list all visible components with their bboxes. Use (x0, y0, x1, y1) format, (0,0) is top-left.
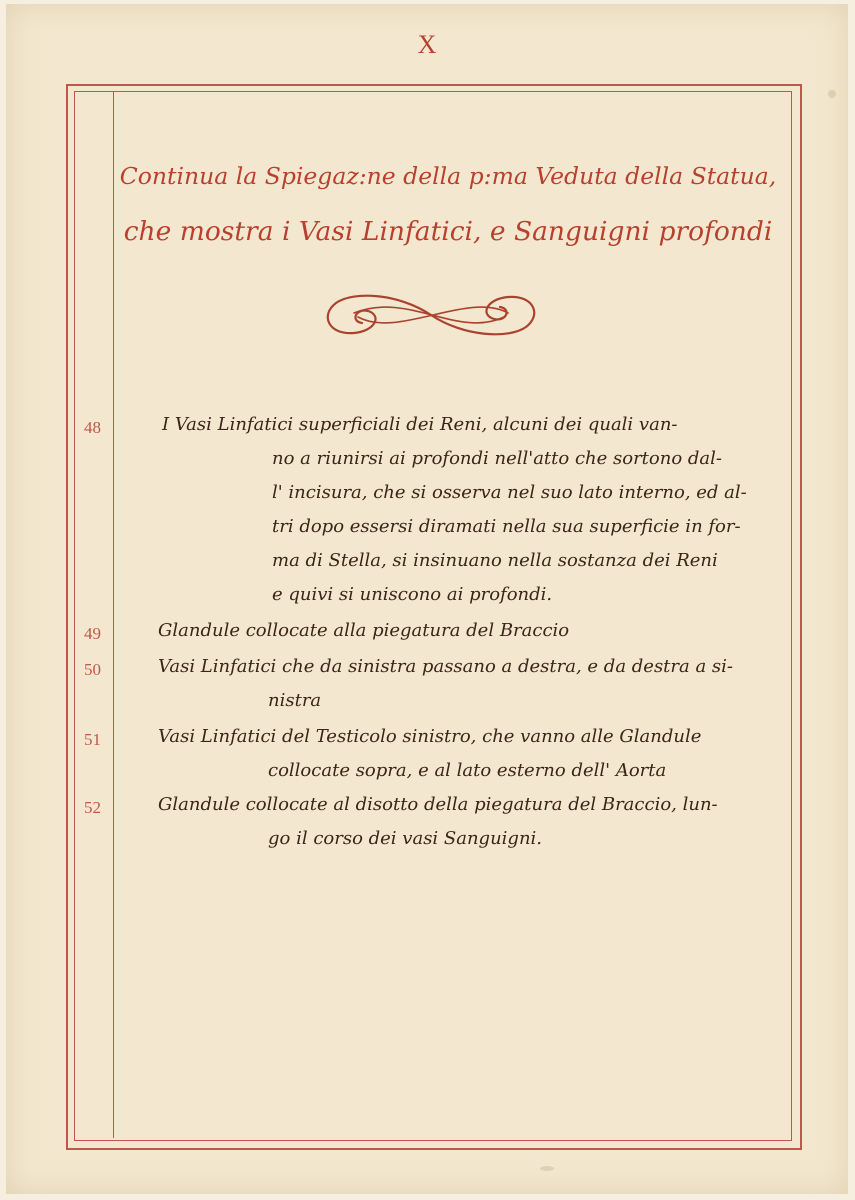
entry-48-line-3: l' incisura, che si osserva nel suo lato interno, ed al- (272, 482, 747, 503)
entry-number-51: 51 (84, 730, 101, 749)
margin-rule (113, 92, 114, 1138)
entry-52-line-2: go il corso dei vasi Sanguigni. (268, 828, 543, 849)
title-line-1: Continua la Spiegaz:ne della p:ma Veduta della Statua, (119, 162, 777, 190)
entry-52-line-1: Glandule collocate al disotto della piegatura del Braccio, lun- (158, 794, 718, 815)
entry-49-line-1: Glandule collocate alla piegatura del Braccio (158, 620, 570, 641)
entry-48-line-1: I Vasi Linfatici superficiali dei Reni, alcuni dei quali van- (162, 414, 678, 435)
paper-stain (540, 1166, 554, 1171)
page-frame-inner (74, 91, 792, 1141)
paper-stain (828, 90, 836, 98)
entry-50-line-1: Vasi Linfatici che da sinistra passano a destra, e da destra a si- (158, 656, 734, 677)
title-line-2: che mostra i Vasi Linfatici, e Sanguigni profondi (123, 216, 773, 247)
entry-48-line-5: ma di Stella, si insinuano nella sostanza dei Reni (272, 550, 718, 571)
entry-number-50: 50 (84, 660, 101, 679)
page-label: X (417, 30, 438, 59)
entry-51-line-1: Vasi Linfatici del Testicolo sinistro, che vanno alle Glandule (158, 726, 702, 747)
entry-number-49: 49 (84, 624, 101, 643)
ornament-flourish-icon (318, 287, 544, 343)
entry-50-line-2: nistra (268, 690, 322, 711)
entry-number-48: 48 (84, 418, 101, 437)
entry-48-line-2: no a riunirsi ai profondi nell'atto che sortono dal- (272, 448, 722, 469)
entry-number-52: 52 (84, 798, 101, 817)
entry-51-line-2: collocate sopra, e al lato esterno dell' Aorta (268, 760, 667, 781)
entry-48-line-4: tri dopo essersi diramati nella sua superficie in for- (272, 516, 741, 537)
entry-48-line-6: e quivi si uniscono ai profondi. (272, 584, 553, 605)
